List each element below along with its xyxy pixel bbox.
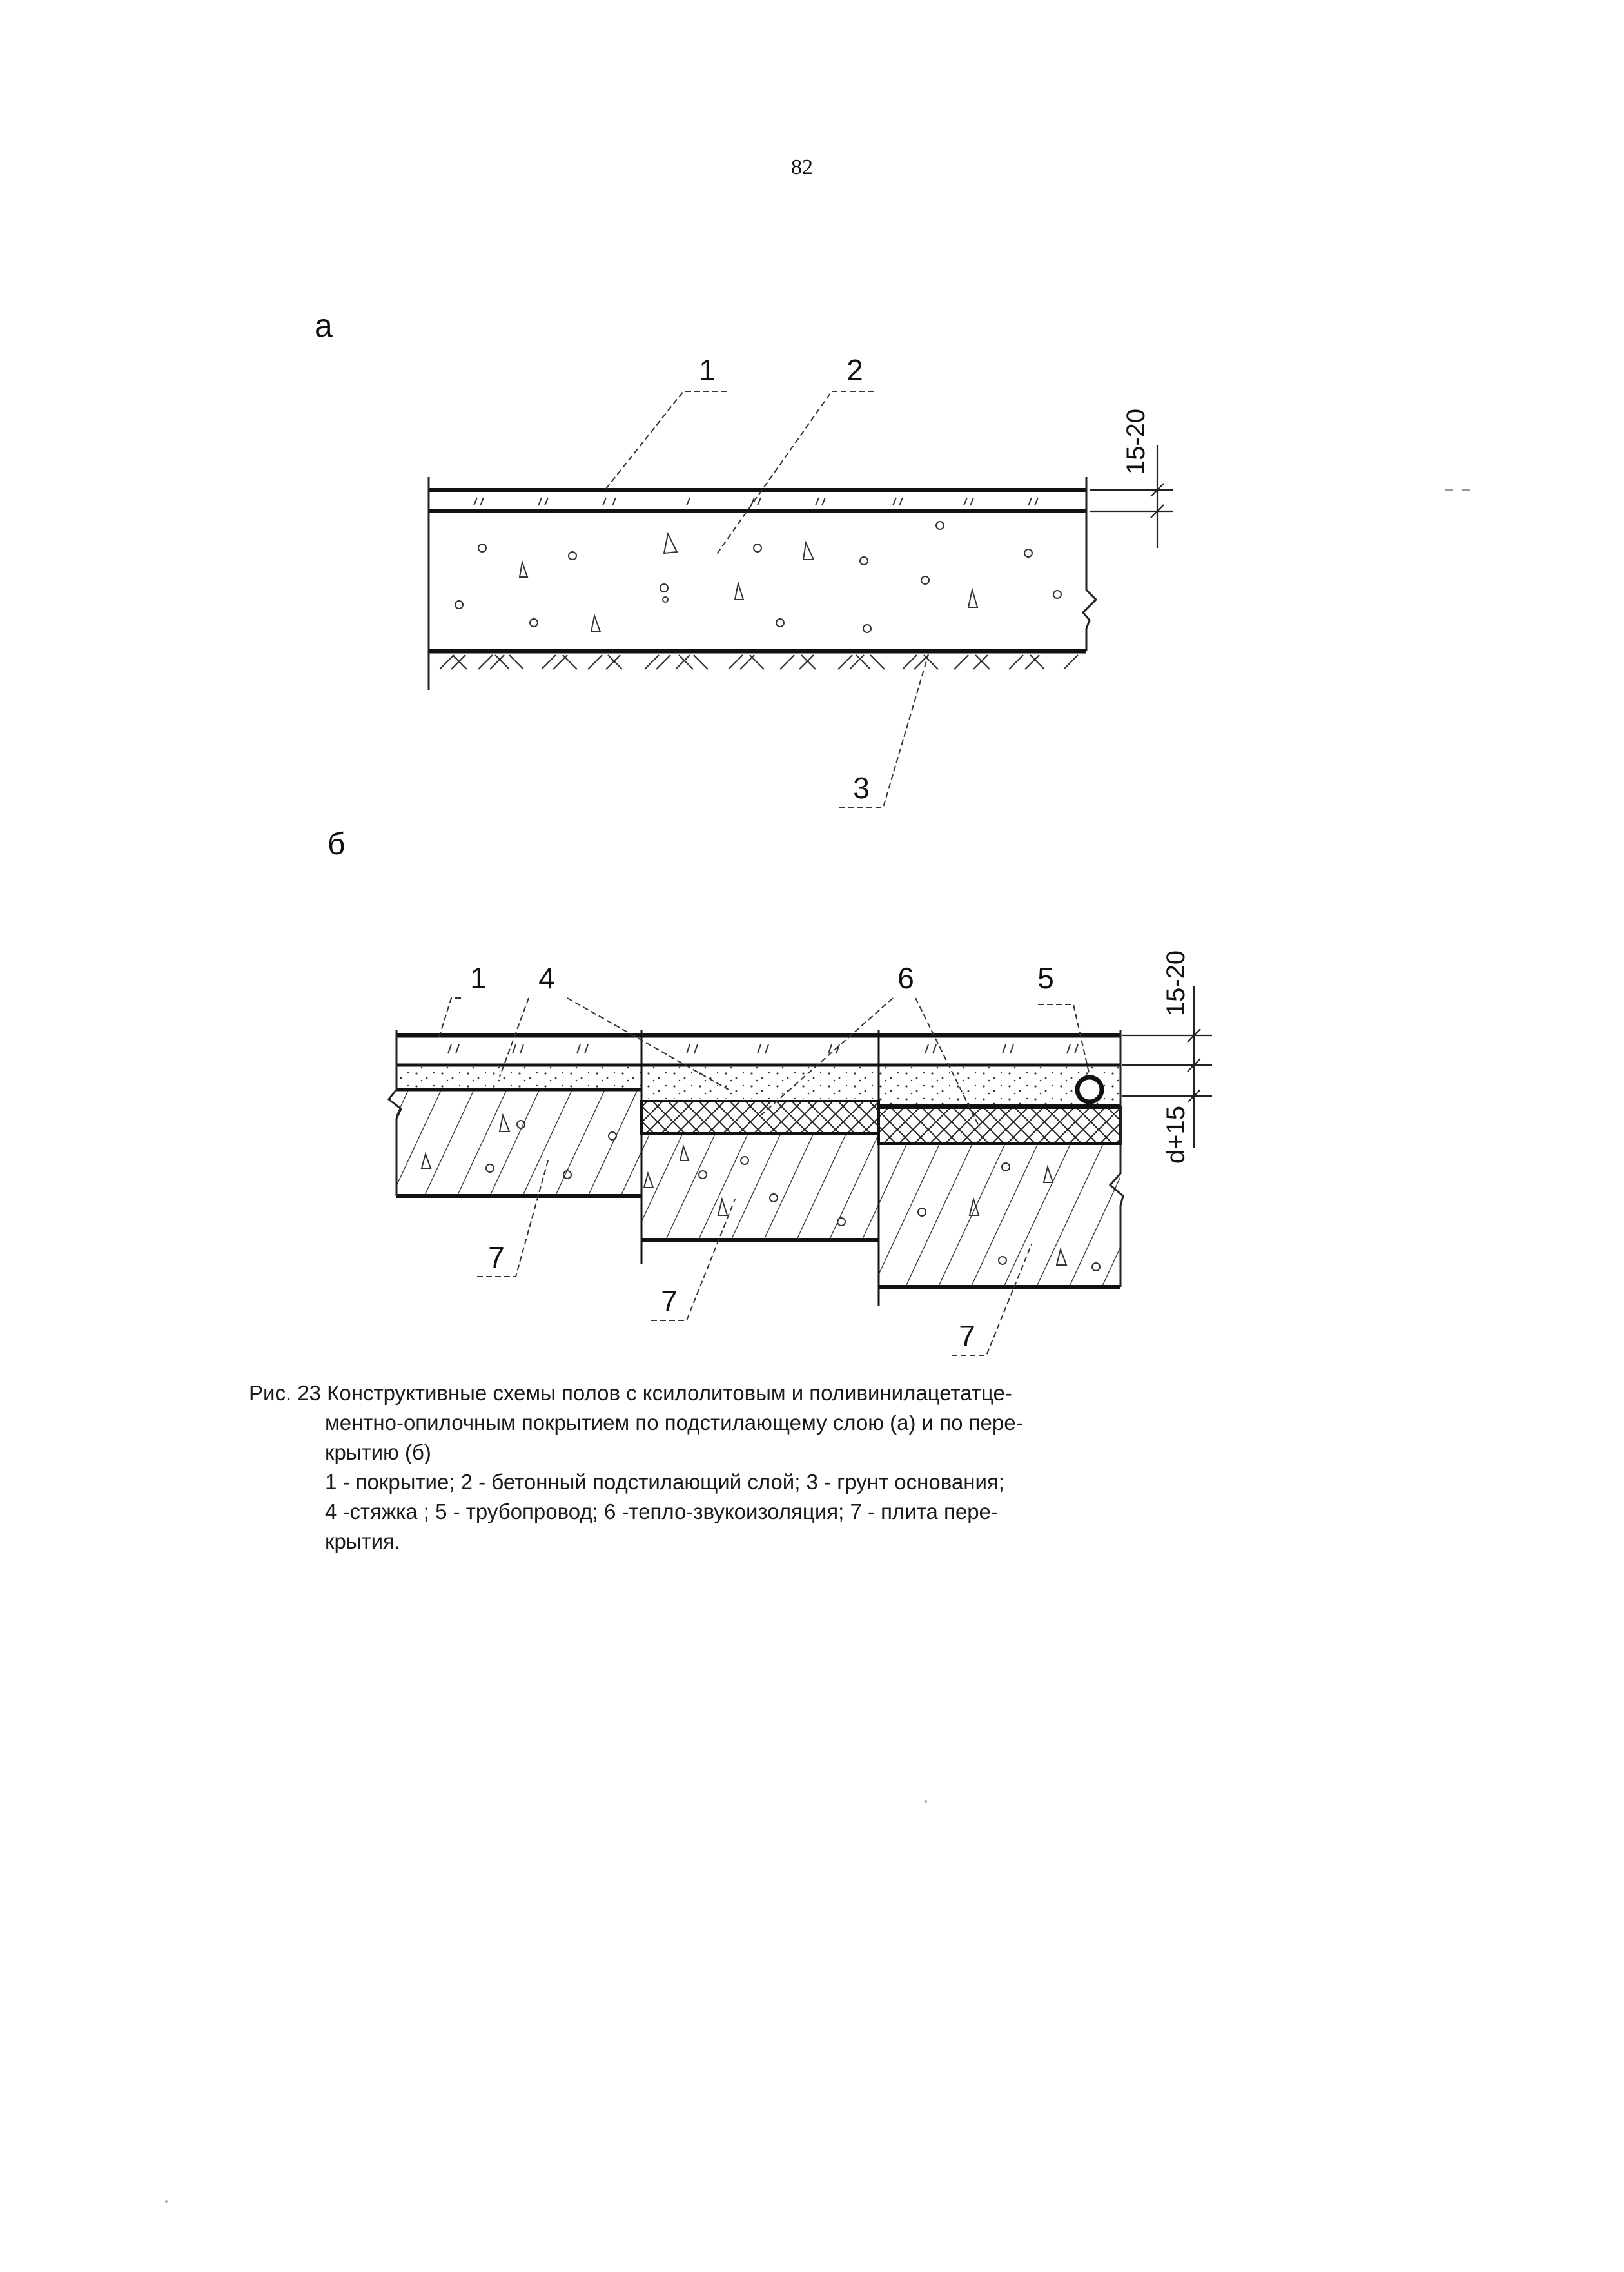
b-callout-1: 1 — [470, 961, 487, 995]
b-slab-right — [879, 1145, 1120, 1287]
b-insulation-right — [879, 1108, 1120, 1144]
b-screed-mid — [641, 1066, 879, 1099]
caption-line-2: ментно-опилочным покрытием по подстилающему слою (а) и по пере- — [325, 1411, 1023, 1435]
a-concrete-aggregate — [455, 522, 1061, 632]
b-screed-left — [396, 1066, 641, 1088]
b-dimension-label-bottom: d+15 — [1162, 1105, 1190, 1164]
b-callout-7-left: 7 — [488, 1240, 505, 1274]
pipe-icon — [1077, 1077, 1102, 1102]
a-ground-hatch — [440, 655, 1078, 669]
b-callout-5: 5 — [1037, 961, 1054, 995]
b-coating-texture — [448, 1044, 1078, 1053]
a-right-break-line — [1083, 477, 1096, 651]
b-leader-1 — [438, 998, 461, 1039]
figure-caption — [249, 1378, 1151, 1556]
caption-legend-2: 4 -стяжка ; 5 - трубопровод; 6 -тепло-звукоизоляция; 7 - плита пере- — [325, 1500, 998, 1523]
a-dimension-label: 15-20 — [1122, 408, 1150, 475]
figure-b — [328, 827, 1212, 1355]
a-callout-2: 2 — [846, 353, 863, 387]
a-leaders — [606, 391, 928, 807]
b-callout-7-mid: 7 — [661, 1284, 678, 1318]
scan-dots — [165, 1800, 927, 2203]
a-leader-2 — [716, 391, 874, 556]
caption-legend-3: крытия. — [325, 1529, 401, 1553]
b-callout-7-right: 7 — [959, 1319, 975, 1353]
b-callout-6: 6 — [897, 961, 914, 995]
caption-legend-1: 1 - покрытие; 2 - бетонный подстилающий слой; 3 - грунт основания; — [325, 1470, 1004, 1494]
b-slab-mid — [641, 1135, 879, 1240]
b-callout-4: 4 — [538, 961, 555, 995]
page-number: 82 — [791, 155, 813, 179]
figure-a — [315, 308, 1173, 807]
a-callout-1: 1 — [699, 353, 716, 387]
b-slab-left — [396, 1091, 641, 1196]
caption-line-3: крытию (б) — [325, 1440, 431, 1464]
panel-label-a: а — [315, 308, 333, 344]
b-dimension-label-top: 15-20 — [1162, 950, 1190, 1017]
panel-label-b: б — [328, 827, 346, 861]
caption-line-1: Рис. 23 Конструктивные схемы полов с ксилолитовым и поливинилацетатце- — [249, 1381, 1012, 1405]
a-leader-1 — [606, 391, 727, 489]
a-callout-3: 3 — [853, 771, 870, 805]
b-insulation-mid — [641, 1101, 879, 1133]
